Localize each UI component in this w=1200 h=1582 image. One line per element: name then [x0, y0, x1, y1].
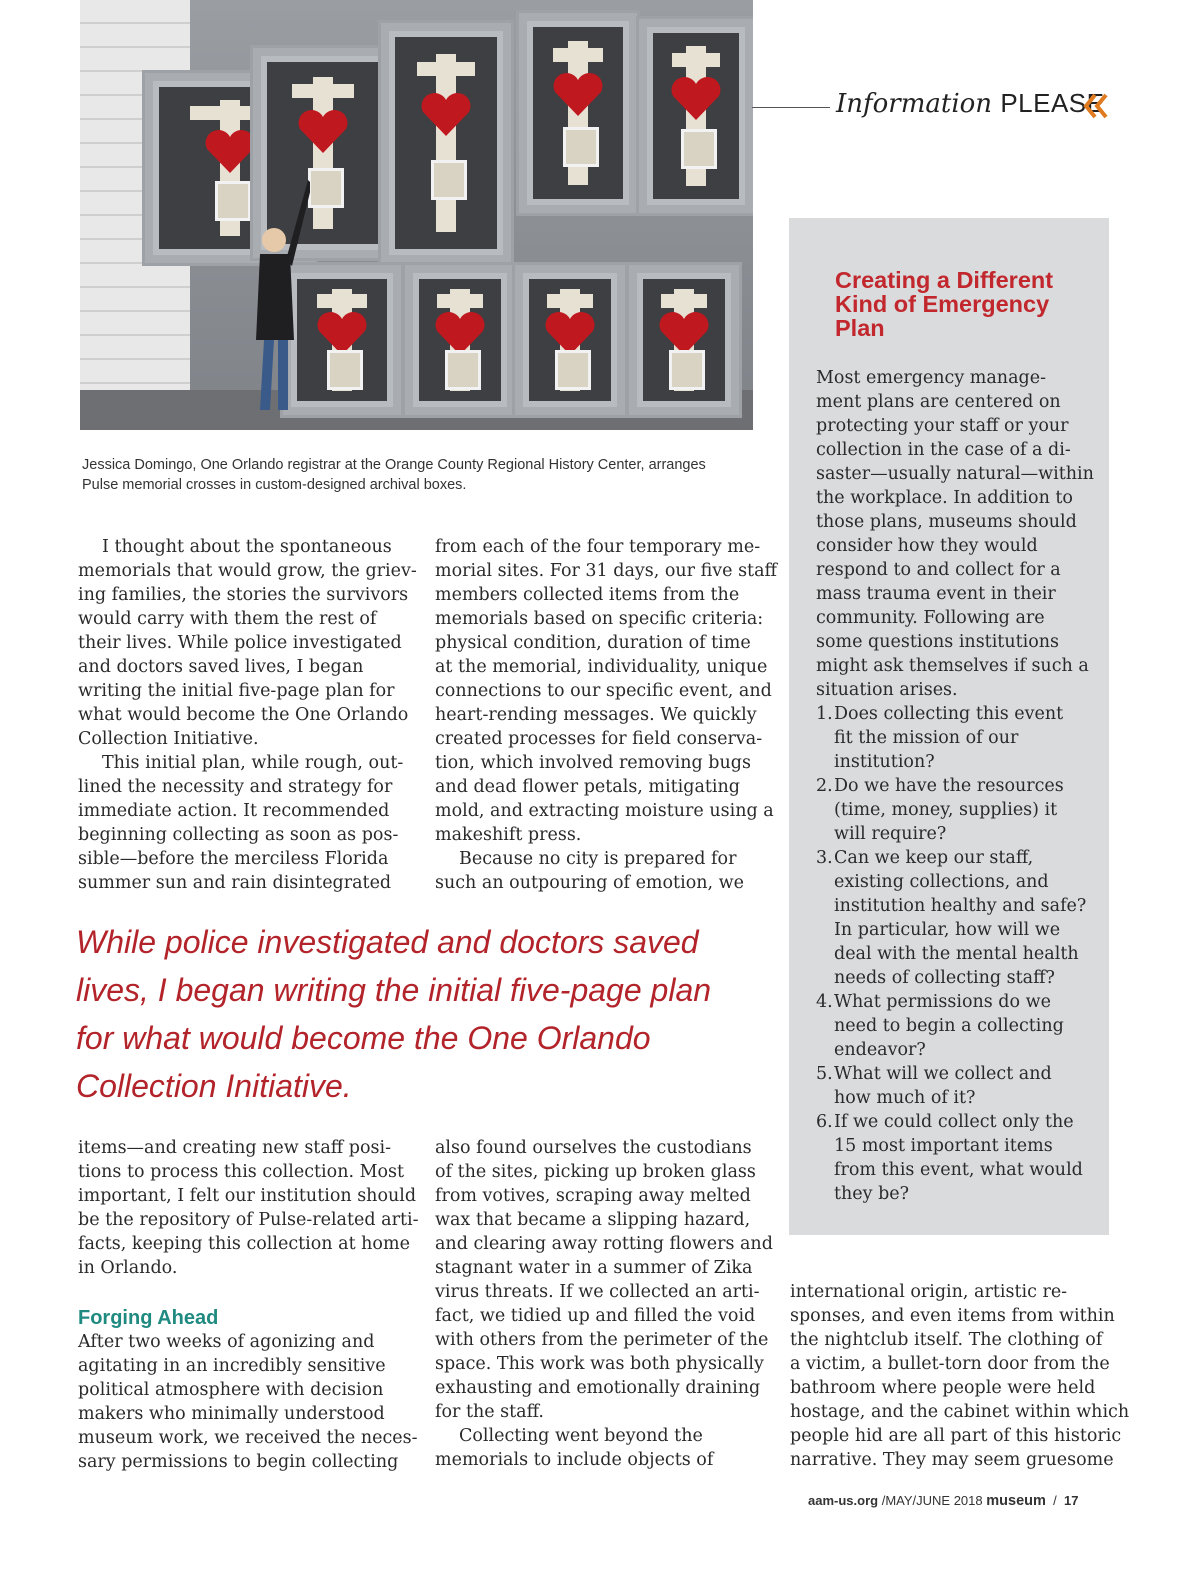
- body-line: summer sun and rain disintegrated: [78, 873, 392, 893]
- body-line: writing the initial five-page plan for: [78, 681, 395, 701]
- memorial-box: [636, 16, 753, 216]
- body-line: stagnant water in a summer of Zika: [435, 1258, 753, 1278]
- sidebar-text-line: situation arises.: [816, 680, 958, 700]
- body-column: [435, 1136, 773, 1472]
- body-line: members collected items from the: [435, 585, 740, 605]
- question-line: Do we have the resources: [834, 776, 1064, 796]
- question-line: endeavor?: [834, 1040, 926, 1060]
- pull-quote-line: Collection Initiative.: [76, 1068, 352, 1104]
- sidebar-title-line: Creating a Different: [835, 267, 1054, 293]
- question-number: 1.: [816, 704, 833, 724]
- sidebar-title-line: Kind of Emergency: [835, 291, 1050, 317]
- body-line: heart-rending messages. We quickly: [435, 705, 757, 725]
- photo-caption: [82, 455, 762, 495]
- body-line: virus threats. If we collected an arti-: [435, 1282, 760, 1302]
- question-line: (time, money, supplies) it: [834, 800, 1058, 820]
- body-line: in Orlando.: [78, 1258, 178, 1278]
- body-line: their lives. While police investigated: [78, 633, 402, 653]
- question-number: 6.: [816, 1112, 833, 1132]
- body-line: tion, which involved removing bugs: [435, 753, 751, 773]
- question-line: needs of collecting staff?: [834, 968, 1055, 988]
- double-chevron-left-icon: [1083, 92, 1109, 120]
- sidebar-text-line: respond to and collect for a: [816, 560, 1061, 580]
- body-line: exhausting and emotionally draining: [435, 1378, 761, 1398]
- body-line: makeshift press.: [435, 825, 582, 845]
- body-line: I thought about the spontaneous: [102, 537, 392, 557]
- question-line: What will we collect and: [834, 1064, 1052, 1084]
- body-line: wax that became a slipping hazard,: [435, 1210, 751, 1230]
- body-line: memorials to include objects of: [435, 1450, 714, 1470]
- body-line: immediate action. It recommended: [78, 801, 390, 821]
- question-line: they be?: [834, 1184, 910, 1204]
- body-line: agitating in an incredibly sensitive: [78, 1356, 386, 1376]
- question-number: 3.: [816, 848, 833, 868]
- sidebar-text-line: mass trauma event in their: [816, 584, 1056, 604]
- body-line: space. This work was both physically: [435, 1354, 764, 1374]
- sidebar-text-line: the workplace. In addition to: [816, 488, 1073, 508]
- subhead-forging-ahead: Forging Ahead: [78, 1307, 219, 1329]
- body-line: and dead flower petals, mitigating: [435, 777, 740, 797]
- pull-quote-line: lives, I began writing the initial five-page plan: [76, 972, 712, 1008]
- registrar-figure: [230, 170, 310, 420]
- sidebar-text-line: ment plans are centered on: [816, 392, 1061, 412]
- question-line: If we could collect only the: [834, 1112, 1074, 1132]
- body-line: and clearing away rotting flowers and: [435, 1234, 773, 1254]
- body-line: at the memorial, individuality, unique: [435, 657, 768, 677]
- question-item: [816, 846, 1096, 990]
- body-line: for the staff.: [435, 1402, 544, 1422]
- sidebar-text-line: those plans, museums should: [816, 512, 1077, 532]
- body-line: Collection Initiative.: [78, 729, 259, 749]
- question-item: [816, 702, 1096, 774]
- sidebar-text-line: Most emergency manage-: [816, 368, 1046, 388]
- body-column: [435, 535, 777, 895]
- body-line: be the repository of Pulse-related arti-: [78, 1210, 419, 1230]
- body-line: international origin, artistic re-: [790, 1282, 1068, 1302]
- memorial-box: [378, 20, 514, 266]
- caption-line: Jessica Domingo, One Orlando registrar at the Orange County Regional History Center, arranges: [82, 457, 706, 473]
- sidebar-body: [816, 366, 1096, 1206]
- body-line: connections to our specific event, and: [435, 681, 772, 701]
- pull-quote-line: While police investigated and doctors saved: [76, 924, 699, 960]
- body-line: physical condition, duration of time: [435, 633, 751, 653]
- body-line: and doctors saved lives, I began: [78, 657, 364, 677]
- body-line: such an outpouring of emotion, we: [435, 873, 744, 893]
- sidebar-title-line: Plan: [835, 315, 885, 341]
- memorial-box: [402, 262, 518, 418]
- question-number: 5.: [816, 1064, 833, 1084]
- body-line: what would become the One Orlando: [78, 705, 409, 725]
- question-number: 4.: [816, 992, 833, 1012]
- sidebar-box: [789, 218, 1109, 1235]
- question-line: Does collecting this event: [834, 704, 1064, 724]
- body-line: This initial plan, while rough, out-: [102, 753, 404, 773]
- body-line: tions to process this collection. Most: [78, 1162, 405, 1182]
- sidebar-text-line: consider how they would: [816, 536, 1038, 556]
- question-item: [816, 990, 1096, 1062]
- question-line: need to begin a collecting: [834, 1016, 1064, 1036]
- body-line: political atmosphere with decision: [78, 1380, 384, 1400]
- question-item: [816, 1110, 1096, 1206]
- body-line: beginning collecting as soon as pos-: [78, 825, 399, 845]
- body-line: narrative. They may seem gruesome: [790, 1450, 1114, 1470]
- body-line: would carry with them the rest of: [78, 609, 377, 629]
- body-column: [78, 1136, 419, 1474]
- question-item: [816, 774, 1096, 846]
- section-title: [836, 88, 1104, 119]
- question-line: fit the mission of our: [834, 728, 1019, 748]
- sidebar-text-line: some questions institutions: [816, 632, 1060, 652]
- body-line: the nightclub itself. The clothing of: [790, 1330, 1103, 1350]
- sidebar-text-line: saster—usually natural—within: [816, 464, 1094, 484]
- question-number: 2.: [816, 776, 833, 796]
- body-line: morial sites. For 31 days, our five staff: [435, 561, 777, 581]
- footer-magazine: museum: [986, 1493, 1046, 1509]
- body-line: with others from the perimeter of the: [435, 1330, 769, 1350]
- section-title-info: Information: [836, 89, 993, 119]
- section-title-please: PLEASE: [1000, 88, 1105, 118]
- body-line: bathroom where people were held: [790, 1378, 1096, 1398]
- pull-quote-line: for what would become the One Orlando: [76, 1020, 651, 1056]
- body-line: from votives, scraping away melted: [435, 1186, 751, 1206]
- memorial-box: [512, 262, 628, 418]
- question-line: institution healthy and safe?: [834, 896, 1087, 916]
- sidebar-text-line: collection in the case of a di-: [816, 440, 1071, 460]
- body-line: lined the necessity and strategy for: [78, 777, 393, 797]
- body-line: fact, we tidied up and filled the void: [435, 1306, 756, 1326]
- body-line: mold, and extracting moisture using a: [435, 801, 774, 821]
- body-line: memorials that would grow, the griev-: [78, 561, 417, 581]
- question-line: In particular, how will we: [834, 920, 1061, 940]
- body-line: created processes for field conserva-: [435, 729, 763, 749]
- footer-separator: /: [1053, 1493, 1057, 1508]
- sidebar-text-line: might ask themselves if such a: [816, 656, 1089, 676]
- body-line: items—and creating new staff posi-: [78, 1138, 391, 1158]
- body-line: of the sites, picking up broken glass: [435, 1162, 756, 1182]
- question-line: how much of it?: [834, 1088, 976, 1108]
- body-line: memorials based on specific criteria:: [435, 609, 764, 629]
- body-line: sponses, and even items from within: [790, 1306, 1115, 1326]
- question-line: will require?: [834, 824, 947, 844]
- body-line: museum work, we received the neces-: [78, 1428, 418, 1448]
- body-line: sary permissions to begin collecting: [78, 1452, 399, 1472]
- caption-line: Pulse memorial crosses in custom-designed archival boxes.: [82, 477, 467, 493]
- memorial-photo: [80, 0, 753, 430]
- footer-site: aam-us.org: [808, 1493, 879, 1508]
- body-line: makers who minimally understood: [78, 1404, 385, 1424]
- question-line: What permissions do we: [834, 992, 1051, 1012]
- footer-issue: /MAY/JUNE 2018: [881, 1493, 983, 1508]
- sidebar-text-line: protecting your staff or your: [816, 416, 1069, 436]
- question-line: Can we keep our staff,: [834, 848, 1034, 868]
- body-line: ing families, the stories the survivors: [78, 585, 409, 605]
- body-line: facts, keeping this collection at home: [78, 1234, 410, 1254]
- body-line: hostage, and the cabinet within which: [790, 1402, 1130, 1422]
- body-line: sible—before the merciless Florida: [78, 849, 389, 869]
- memorial-box: [626, 262, 742, 418]
- question-item: [816, 1062, 1096, 1110]
- section-header: [752, 88, 1112, 128]
- body-line: a victim, a bullet-torn door from the: [790, 1354, 1110, 1374]
- question-line: from this event, what would: [834, 1160, 1083, 1180]
- page-footer: [808, 1493, 1118, 1513]
- body-line: also found ourselves the custodians: [435, 1138, 752, 1158]
- page-number: 17: [1063, 1493, 1079, 1508]
- question-line: existing collections, and: [834, 872, 1049, 892]
- body-line: Because no city is prepared for: [459, 849, 737, 869]
- question-line: 15 most important items: [834, 1136, 1053, 1156]
- sidebar-title: [835, 268, 1075, 340]
- body-column: [78, 535, 417, 895]
- body-line: important, I felt our institution should: [78, 1186, 417, 1206]
- body-line: people hid are all part of this historic: [790, 1426, 1122, 1446]
- pull-quote: [76, 918, 766, 1110]
- header-rule: [752, 107, 830, 108]
- body-column: [790, 1280, 1130, 1472]
- question-line: institution?: [834, 752, 935, 772]
- body-line: Collecting went beyond the: [459, 1426, 703, 1446]
- memorial-box: [516, 10, 640, 216]
- body-line: After two weeks of agonizing and: [78, 1332, 375, 1352]
- body-line: from each of the four temporary me-: [435, 537, 761, 557]
- sidebar-text-line: community. Following are: [816, 608, 1045, 628]
- question-line: deal with the mental health: [834, 944, 1079, 964]
